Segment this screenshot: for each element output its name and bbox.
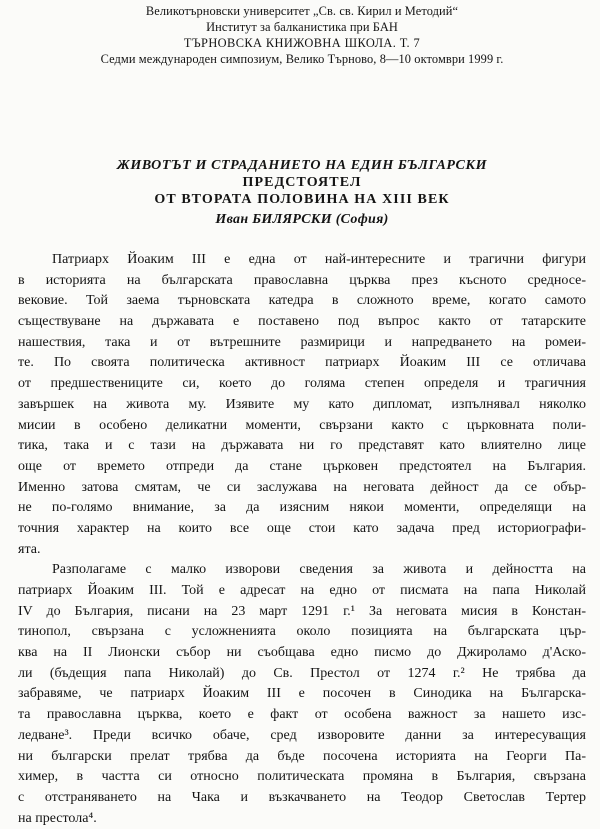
text-line: ква на II Лионски събор ни съобщава едно писмо до Джироламо д'Аско-	[18, 645, 586, 661]
text-line: още от времето отпреди да стане църковен предстоятел на България.	[18, 458, 586, 474]
article-body	[18, 250, 586, 829]
article-title-line-1: ЖИВОТЪТ И СТРАДАНИЕТО НА ЕДИН БЪЛГАРСКИ	[116, 158, 488, 173]
text-line: та православна църква, което е факт от особена важност за нашето изс-	[18, 707, 586, 723]
paragraph-1	[18, 250, 586, 560]
text-line: с отстраняването на Чака и възкачването на Теодор Светослав Тертер	[18, 789, 586, 805]
header-symposium: Седми международен симпозиум, Велико Търново, 8—10 октомври 1999 г.	[100, 52, 504, 66]
text-line: ята.	[18, 541, 41, 557]
text-line: завършек на живота му. Изявите му като дипломат, изпълнявал няколко	[18, 396, 586, 412]
header-institute: Институт за балканистика при БАН	[206, 20, 398, 34]
text-line: ли (бъдещия папа Николай) до Св. Престол от 1274 г.² Не трябва да	[18, 665, 586, 681]
text-line: IV до България, писани на 23 март 1291 г.¹ За неговата мисия в Констан-	[18, 603, 586, 619]
text-line: от предшествениците си, което до голяма степен определя и трагичния	[18, 376, 586, 392]
text-line: не по-голямо внимание, за да изясним някои моменти, определящи на	[18, 500, 586, 516]
author-city: (София)	[335, 212, 389, 227]
article-title-line-2: ПРЕДСТОЯТЕЛ	[242, 175, 362, 190]
text-line: тинопол, свързана с усложненията около позицията на българската цър-	[18, 624, 586, 640]
article-title-line-3: ОТ ВТОРАТА ПОЛОВИНА НА XIII ВЕК	[154, 192, 450, 207]
text-line: вековие. Той заема търновската катедра в сложното време, когато самото	[18, 293, 586, 309]
header-series: ТЪРНОВСКА КНИЖОВНА ШКОЛА. Т. 7	[183, 36, 421, 50]
text-line: патриарх Йоаким III. Той е адресат на едно от писмата на папа Николай	[18, 583, 586, 598]
author-name: Иван БИЛЯРСКИ	[215, 212, 332, 227]
publication-header	[18, 0, 586, 67]
text-line: Именно затова смятам, че си заслужава на неговата дейност да се обър-	[18, 479, 586, 495]
text-line: точния характер на които все още стои като задача пред историографи-	[18, 520, 586, 536]
text-line: мисии в особено деликатни моменти, свързани както с църковната поли-	[18, 417, 586, 433]
paragraph-2	[18, 560, 586, 829]
text-line: тика, така и с тази на държавата ни го представят като влиятелно лице	[18, 438, 586, 454]
text-line: химер, в частта си относно политическата промяна в България, свързана	[18, 769, 586, 785]
text-line: Разполагаме с малко изворови сведения за живота и дейността на	[52, 562, 586, 578]
text-line: на престола⁴.	[18, 810, 97, 826]
header-university: Великотърновски университет „Св. св. Кирил и Методий“	[145, 4, 459, 18]
text-line: нашествия, така и от вътрешните размирици и напредването на ромеи-	[18, 334, 586, 350]
text-line: Патриарх Йоаким III е една от най-интересните и трагични фигури	[52, 252, 586, 267]
text-line: те. По своята политическа активност патриарх Йоаким III се отличава	[18, 355, 586, 371]
text-line: в историята на българската православна църква през късното средносе-	[18, 272, 586, 288]
text-line: ни български прелат трябва да бъде посочена историята на Георги Па-	[18, 748, 586, 764]
article-title-block	[18, 157, 586, 229]
text-line: съществуване на държавата е поставено под въпрос както от татарските	[18, 314, 586, 330]
text-line: ледване³. Преди всичко обаче, сред изворовите данни за интересуващия	[18, 727, 586, 743]
text-line: забравяме, че патриарх Йоаким III е посочен в Синодика на Българска-	[18, 686, 586, 702]
article-author	[18, 211, 586, 229]
